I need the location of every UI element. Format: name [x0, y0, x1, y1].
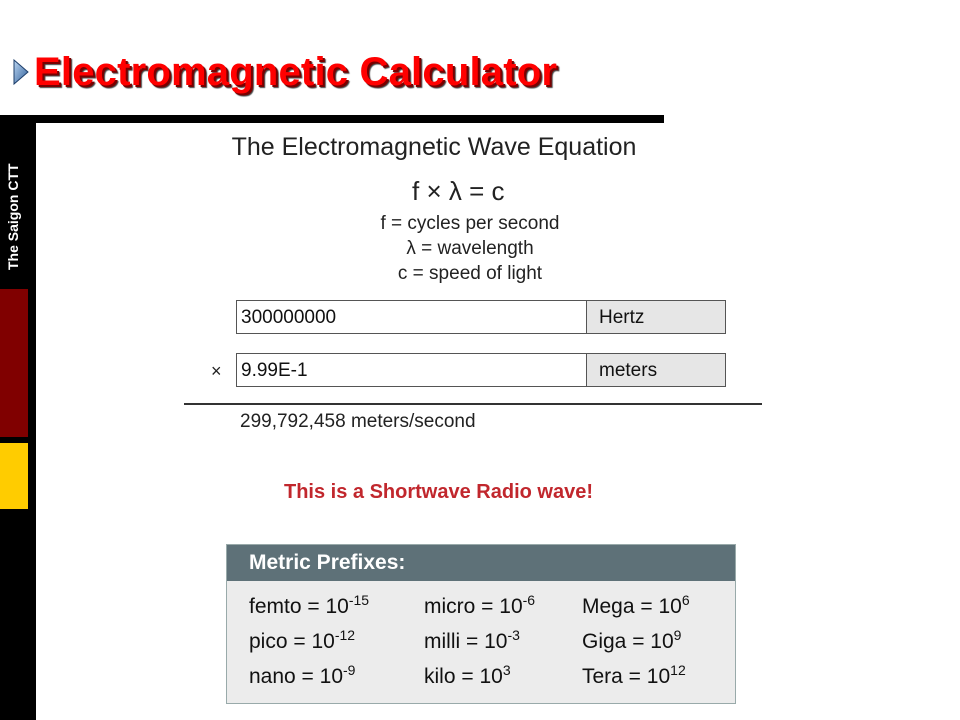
slide-title-bar	[10, 44, 557, 100]
wavelength-row	[236, 353, 726, 387]
sidebar-edge	[28, 123, 36, 720]
prefix-item: kilo = $10^3$	[424, 662, 511, 688]
legend-frequency: f = cycles per second	[380, 213, 560, 234]
legend-speed: c = speed of light	[397, 263, 543, 284]
sidebar-label: The Saigon CTT	[5, 163, 21, 270]
slide-title: Electromagnetic Calculator	[34, 49, 558, 94]
prefix-item: Mega = $10^6$	[582, 592, 690, 618]
bullet-arrow-icon	[10, 57, 32, 87]
metric-prefix-heading: Metric Prefixes:	[227, 545, 735, 581]
wavelength-input[interactable]: 9.99E-1	[237, 354, 587, 386]
sidebar-red-block	[0, 289, 28, 437]
multiply-sign: ×	[211, 361, 222, 381]
title-divider	[0, 115, 664, 123]
frequency-unit-select[interactable]: Hertz	[587, 301, 725, 333]
frequency-row	[236, 300, 726, 334]
result-divider	[184, 403, 762, 405]
prefix-item: milli = $10^{-3}$	[424, 627, 520, 653]
sidebar-yellow-block	[0, 443, 28, 509]
prefix-item: Giga = $10^9$	[582, 627, 682, 653]
wave-type-message: This is a Shortwave Radio wave!	[284, 481, 593, 503]
wave-equation: f × λ = c	[412, 176, 505, 206]
calculator-heading-wrap	[0, 133, 960, 162]
result-value: 299,792,458 meters/second	[240, 411, 476, 432]
prefix-item: pico = $10^{-12}$	[249, 627, 356, 653]
prefix-item: femto = $10^{-15}$	[249, 592, 370, 618]
frequency-input[interactable]: 300000000	[237, 301, 587, 333]
legend-wavelength: λ = wavelength	[406, 238, 534, 259]
prefix-item: micro = $10^{-6}$	[424, 592, 536, 618]
prefix-item: nano = $10^{-9}$	[249, 662, 356, 688]
calculator-heading: The Electromagnetic Wave Equation	[231, 133, 637, 161]
wavelength-unit-select[interactable]: meters	[587, 354, 725, 386]
prefix-item: Tera = $10^{12}$	[582, 662, 686, 688]
metric-prefix-panel	[226, 544, 736, 704]
